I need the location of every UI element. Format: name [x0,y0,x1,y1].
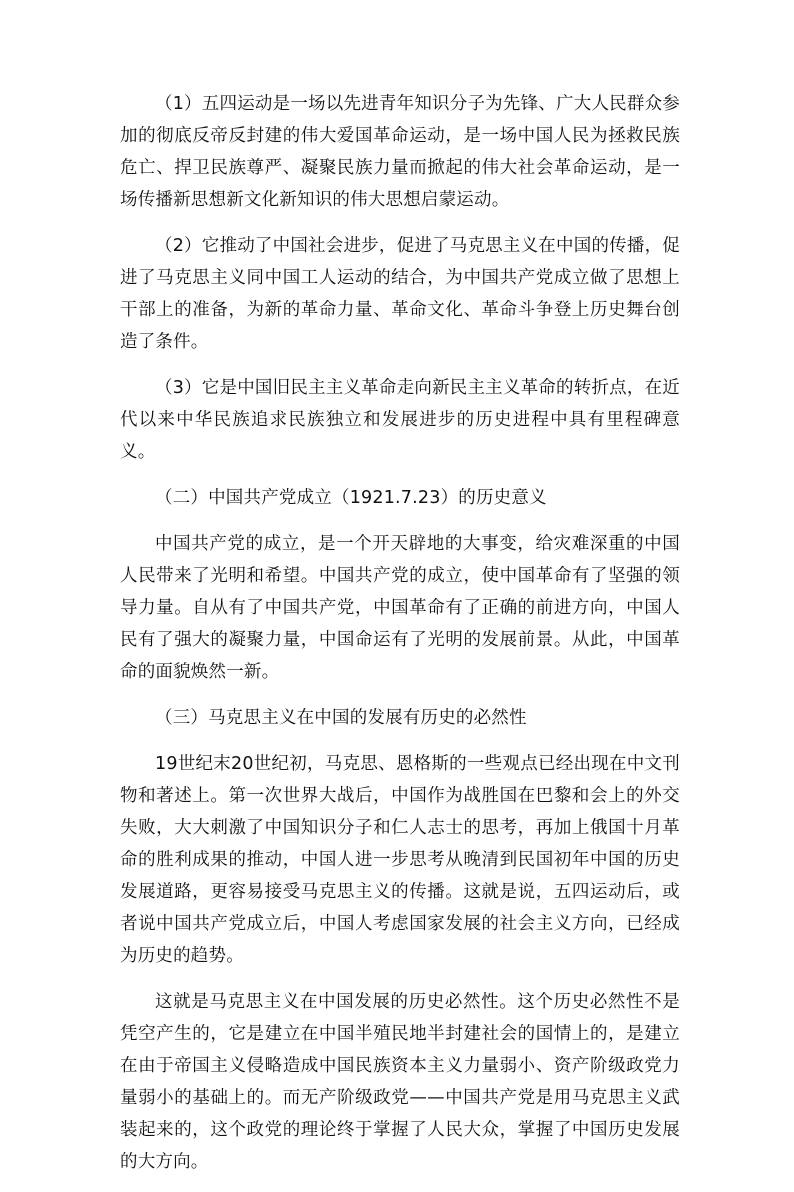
paragraph-marxism-spread: 19世纪末20世纪初，马克思、恩格斯的一些观点已经出现在中文刊物和著述上。第一次世界大战后，中国作为战胜国在巴黎和会上的外交失败，大大刺激了中国知识分子和仁人志士的思考，再加上俄国十月革命的胜利成果的推动，中国人进一步思考从晚清到民国初年中国的历史发展道路，更容易接受马克思主义的传播。这就是说，五四运动后，或者说中国共产党成立后，中国人考虑国家发展的社会主义方向，已经成为历史的趋势。 [120,754,680,966]
paragraph-may-fourth-impact: （2）它推动了中国社会进步，促进了马克思主义在中国的传播，促进了马克思主义同中国工人运动的结合，为中国共产党成立做了思想上干部上的准备，为新的革命力量、革命文化、革命斗争登上历史舞台创造了条件。 [120,236,680,352]
section-heading-marxism-necessity: （三）马克思主义在中国的发展有历史的必然性 [155,708,527,728]
paragraph-may-fourth-nature: （1）五四运动是一场以先进青年知识分子为先锋、广大人民群众参加的彻底反帝反封建的伟大爱国革命运动，是一场中国人民为拯救民族危亡、捍卫民族尊严、凝聚民族力量而掀起的伟大社会革命运动，是一场传播新思想新文化新知识的伟大思想启蒙运动。 [120,94,680,210]
section-heading-party-founding: （二）中国共产党成立（1921.7.23）的历史意义 [155,488,547,508]
paragraph-party-founding: 中国共产党的成立，是一个开天辟地的大事变，给灾难深重的中国人民带来了光明和希望。中国共产党的成立，使中国革命有了坚强的领导力量。自从有了中国共产党，中国革命有了正确的前进方向，中国人民有了强大的凝聚力量，中国命运有了光明的发展前景。从此，中国革命的面貌焕然一新。 [120,534,680,682]
document-body [120,88,680,1192]
paragraph-may-fourth-turning-point: （3）它是中国旧民主主义革命走向新民主主义革命的转折点，在近代以来中华民族追求民族独立和发展进步的历史进程中具有里程碑意义。 [120,378,680,462]
paragraph-historical-necessity: 这就是马克思主义在中国发展的历史必然性。这个历史必然性不是凭空产生的，它是建立在中国半殖民地半封建社会的国情上的，是建立在由于帝国主义侵略造成中国民族资本主义力量弱小、资产阶级政党力量弱小的基础上的。而无产阶级政党——中国共产党是用马克思主义武装起来的，这个政党的理论终于掌握了人民大众，掌握了中国历史发展的大方向。 [120,992,680,1172]
